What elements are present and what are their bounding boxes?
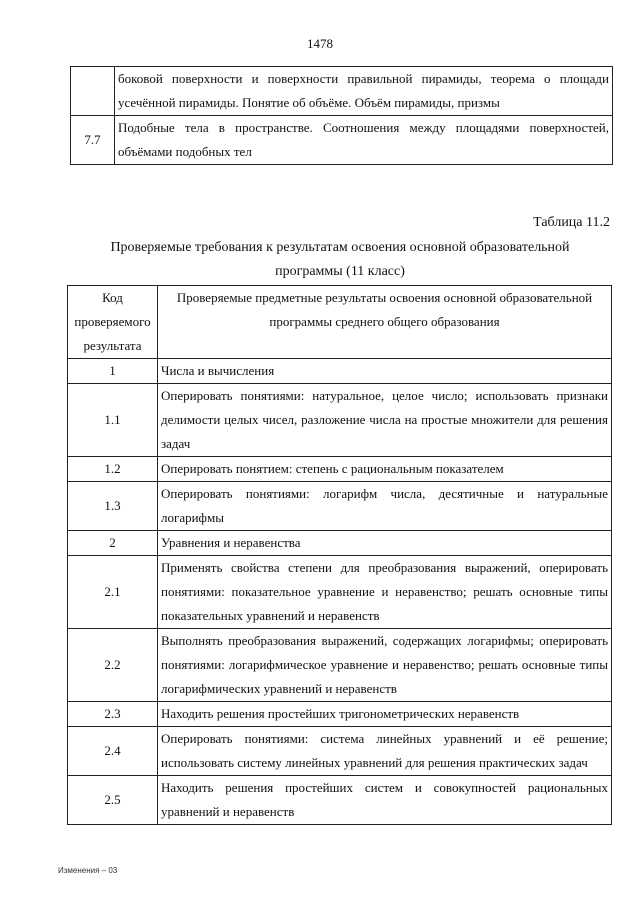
row-text: Выполнять преобразования выражений, содержащих логарифмы; оперировать понятиями: логарифмическое уравнение и неравенство; решать основные типы логарифмических уравнений и неравенств <box>158 629 612 702</box>
row-code: 1.2 <box>68 457 158 482</box>
table-row <box>71 67 613 116</box>
row-text: Оперировать понятиями: натуральное, целое число; использовать признаки делимости целых чисел, разложение числа на простые множители для решения задач <box>158 384 612 457</box>
table-row <box>68 629 612 702</box>
table-row <box>68 482 612 531</box>
row-code: 1.1 <box>68 384 158 457</box>
header-text: Проверяемые предметные результаты освоения основной образовательной программы среднего общего образования <box>158 286 612 359</box>
table-label: Таблица 11.2 <box>533 215 610 230</box>
row-text: Применять свойства степени для преобразования выражений, оперировать понятиями: показательное уравнение и неравенство; решать основные типы показательных уравнений и неравенств <box>158 556 612 629</box>
table-row <box>68 359 612 384</box>
row-text: Числа и вычисления <box>158 359 612 384</box>
table-row <box>68 776 612 825</box>
row-text: боковой поверхности и поверхности правильной пирамиды, теорема о площади усечённой пирамиды. Понятие об объёме. Объём пирамиды, призмы <box>115 67 613 116</box>
continuation-table <box>70 66 613 165</box>
row-code: 2.5 <box>68 776 158 825</box>
requirements-table <box>67 285 612 825</box>
row-code: 2.4 <box>68 727 158 776</box>
table-header-row <box>68 286 612 359</box>
table-row <box>68 702 612 727</box>
table-row <box>68 531 612 556</box>
table-row <box>68 556 612 629</box>
table-title: Проверяемые требования к результатам освоения основной образовательной программы (11 класс) <box>110 240 570 279</box>
row-text: Уравнения и неравенства <box>158 531 612 556</box>
page-number: 1478 <box>307 36 333 51</box>
row-text: Оперировать понятием: степень с рациональным показателем <box>158 457 612 482</box>
row-code: 2.2 <box>68 629 158 702</box>
row-code: 2 <box>68 531 158 556</box>
row-code: 1 <box>68 359 158 384</box>
row-code: 1.3 <box>68 482 158 531</box>
row-code <box>71 67 115 116</box>
row-code: 7.7 <box>71 116 115 165</box>
table-row <box>68 727 612 776</box>
row-code: 2.3 <box>68 702 158 727</box>
table-row <box>68 457 612 482</box>
row-code: 2.1 <box>68 556 158 629</box>
header-code: Код проверяемого результата <box>68 286 158 359</box>
row-text: Находить решения простейших систем и совокупностей рациональных уравнений и неравенств <box>158 776 612 825</box>
row-text: Оперировать понятиями: система линейных уравнений и её решение; использовать систему линейных уравнений для решения практических задач <box>158 727 612 776</box>
row-text: Оперировать понятиями: логарифм числа, десятичные и натуральные логарифмы <box>158 482 612 531</box>
row-text: Находить решения простейших тригонометрических неравенств <box>158 702 612 727</box>
table-row <box>71 116 613 165</box>
footer-revision: Изменения – 03 <box>58 866 118 875</box>
row-text: Подобные тела в пространстве. Соотношения между площадями поверхностей, объёмами подобных тел <box>115 116 613 165</box>
table-row <box>68 384 612 457</box>
